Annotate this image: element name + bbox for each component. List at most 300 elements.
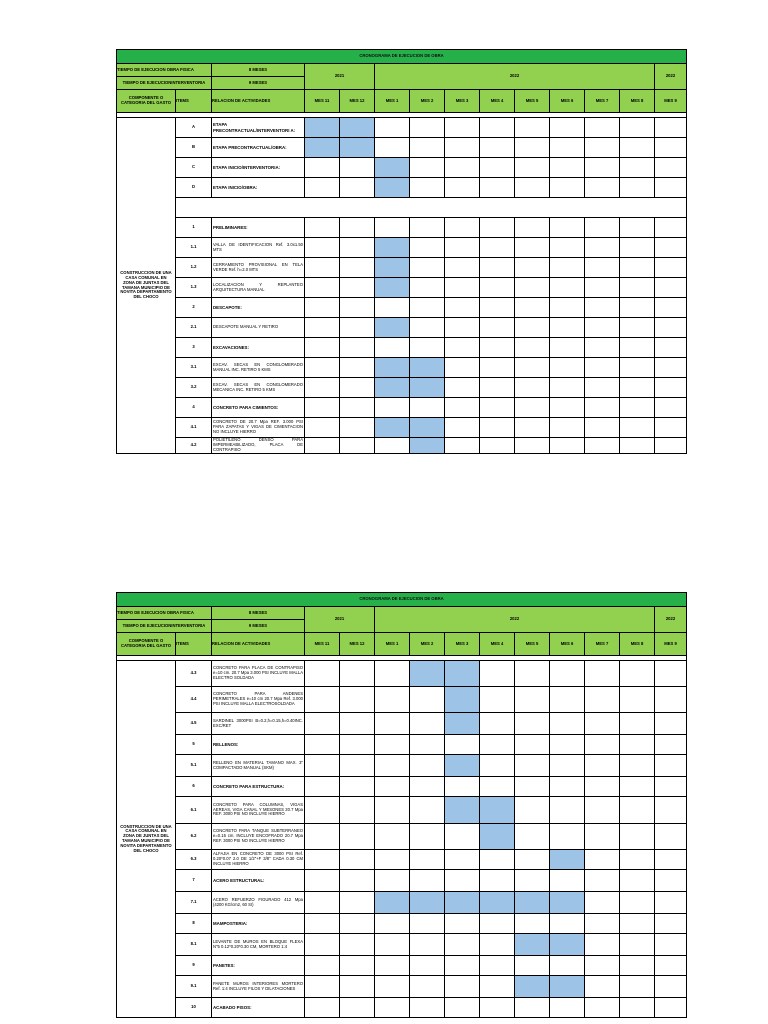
month-cell	[340, 418, 375, 438]
month-cell	[655, 713, 687, 735]
activity-row	[117, 338, 687, 358]
month-cell	[515, 318, 550, 338]
scheduled-cell	[550, 976, 585, 998]
month-cell	[445, 735, 480, 755]
activity-description: ETAPA INICIO/INTERVENTORIA:	[212, 158, 305, 178]
month-cell	[515, 418, 550, 438]
activity-description: PRELIMINARES:	[212, 218, 305, 238]
month-cell	[375, 870, 410, 892]
month-cell	[585, 956, 620, 976]
month-cell	[480, 934, 515, 956]
item-code: A	[176, 118, 212, 138]
tiempo-obra-label: TIEMPO DE EJECUCION OBRA FISICA	[117, 64, 212, 77]
month-cell	[585, 318, 620, 338]
month-cell	[550, 438, 585, 454]
month-cell	[375, 398, 410, 418]
month-header: MES 1	[375, 633, 410, 656]
month-cell	[585, 870, 620, 892]
activity-description: ACERO REFUERZO FIGURADO 412 Mpa (4200 KG/cm2, 60 SI)	[212, 892, 305, 914]
month-cell	[445, 934, 480, 956]
month-cell	[445, 298, 480, 318]
month-cell	[480, 378, 515, 398]
scheduled-cell	[445, 797, 480, 824]
month-cell	[445, 418, 480, 438]
month-cell	[585, 118, 620, 138]
month-cell	[305, 358, 340, 378]
month-cell	[515, 998, 550, 1018]
month-cell	[620, 378, 655, 398]
month-cell	[655, 797, 687, 824]
month-cell	[375, 956, 410, 976]
month-cell	[620, 258, 655, 278]
month-cell	[445, 118, 480, 138]
month-cell	[620, 870, 655, 892]
item-code: 1	[176, 218, 212, 238]
month-cell	[550, 178, 585, 198]
month-cell	[480, 318, 515, 338]
month-cell	[340, 158, 375, 178]
month-cell	[445, 358, 480, 378]
activity-description: LOCALIZACION Y REPLANTEO ARQUITECTURA MANUAL	[212, 278, 305, 298]
month-cell	[340, 358, 375, 378]
month-cell	[410, 976, 445, 998]
month-cell	[445, 278, 480, 298]
month-cell	[550, 258, 585, 278]
month-cell	[480, 914, 515, 934]
month-cell	[550, 358, 585, 378]
month-cell	[620, 824, 655, 850]
month-cell	[620, 713, 655, 735]
month-cell	[375, 797, 410, 824]
month-cell	[445, 338, 480, 358]
month-cell	[655, 956, 687, 976]
item-code: 4	[176, 398, 212, 418]
month-cell	[655, 755, 687, 777]
month-cell	[585, 298, 620, 318]
relacion-header: RELACION DE ACTIVIDADES	[212, 633, 305, 656]
month-cell	[340, 914, 375, 934]
month-cell	[340, 238, 375, 258]
activity-row	[117, 976, 687, 998]
month-cell	[480, 998, 515, 1018]
item-code: 1.2	[176, 258, 212, 278]
month-cell	[375, 976, 410, 998]
month-header: MES 4	[480, 633, 515, 656]
month-cell	[655, 238, 687, 258]
month-cell	[340, 892, 375, 914]
month-cell	[305, 687, 340, 713]
activity-row	[117, 934, 687, 956]
activity-row	[117, 998, 687, 1018]
month-cell	[375, 755, 410, 777]
activity-row	[117, 398, 687, 418]
month-cell	[585, 777, 620, 797]
month-cell	[550, 158, 585, 178]
activity-description: CONCRETO DE 20.7 Mpa REF. 3.000 PSI PARA ZAPATAS Y VIGAS DE CIMENTACION NO INCLUYE HIERRO	[212, 418, 305, 438]
month-cell	[585, 238, 620, 258]
month-cell	[550, 338, 585, 358]
month-cell	[410, 278, 445, 298]
activity-description: CONCRETO PARA TANQUE SUBTERRANEO e=0.15 cm. INCLUYE ENCOFRADO 20.7 Mpa REF. 3000 PSI NO INCLUYE HIERRO	[212, 824, 305, 850]
month-cell	[305, 892, 340, 914]
scheduled-cell	[340, 138, 375, 158]
scheduled-cell	[445, 892, 480, 914]
month-cell	[410, 258, 445, 278]
title-row	[117, 593, 687, 607]
month-cell	[620, 358, 655, 378]
month-cell	[515, 777, 550, 797]
month-cell	[585, 338, 620, 358]
month-cell	[480, 238, 515, 258]
item-code: 3	[176, 338, 212, 358]
month-cell	[655, 178, 687, 198]
item-code: 1.1	[176, 238, 212, 258]
activity-row	[117, 850, 687, 870]
activity-row	[117, 178, 687, 198]
month-header: MES 5	[515, 90, 550, 113]
scheduled-cell	[375, 418, 410, 438]
scheduled-cell	[515, 934, 550, 956]
month-cell	[375, 298, 410, 318]
month-cell	[620, 976, 655, 998]
month-cell	[480, 418, 515, 438]
month-cell	[375, 850, 410, 870]
month-cell	[620, 687, 655, 713]
month-cell	[515, 218, 550, 238]
month-cell	[445, 238, 480, 258]
month-cell	[305, 298, 340, 318]
month-cell	[445, 824, 480, 850]
month-cell	[585, 378, 620, 398]
month-cell	[375, 824, 410, 850]
month-cell	[445, 850, 480, 870]
month-cell	[305, 777, 340, 797]
month-cell	[655, 892, 687, 914]
month-cell	[620, 892, 655, 914]
month-cell	[620, 278, 655, 298]
item-code: 7.1	[176, 892, 212, 914]
month-cell	[445, 378, 480, 398]
month-header: MES 6	[550, 633, 585, 656]
activity-row	[117, 298, 687, 318]
month-cell	[620, 755, 655, 777]
activity-description: CONCRETO PARA ESTRUCTURA:	[212, 777, 305, 797]
month-cell	[620, 777, 655, 797]
activity-row	[117, 777, 687, 797]
activity-description: CONCRETO PARA COLUMNAS, VIGAS AEREAS, VIGA CANAL Y MESONES 20.7 Mpa REF. 3000 PSI NO INCLUYE HIERRO	[212, 797, 305, 824]
month-cell	[410, 118, 445, 138]
month-cell	[620, 338, 655, 358]
activity-description: EXCAV. SECAS EN CONGLOMERADO MECANICA INC. RETIRO 5 KMS	[212, 378, 305, 398]
month-cell	[305, 338, 340, 358]
month-cell	[515, 238, 550, 258]
month-cell	[655, 418, 687, 438]
item-code: 6.1	[176, 797, 212, 824]
month-cell	[305, 438, 340, 454]
item-code: 3.1	[176, 358, 212, 378]
month-cell	[585, 892, 620, 914]
month-cell	[655, 998, 687, 1018]
month-cell	[305, 850, 340, 870]
component-category: CONSTRUCCION DE UNA CASA COMUNAL EN ZONA DE JUNTAS DEL TAMANA MUNICIPIO DE NOVITA DEPARTAMENTO DEL CHOCO	[117, 118, 176, 454]
month-cell	[480, 158, 515, 178]
month-cell	[515, 178, 550, 198]
item-code: 4.1	[176, 418, 212, 438]
month-cell	[655, 158, 687, 178]
month-cell	[445, 438, 480, 454]
item-code: 4.3	[176, 661, 212, 687]
month-cell	[550, 238, 585, 258]
month-cell	[480, 777, 515, 797]
item-code: 3.2	[176, 378, 212, 398]
month-cell	[655, 934, 687, 956]
month-cell	[515, 278, 550, 298]
month-cell	[340, 178, 375, 198]
month-cell	[410, 138, 445, 158]
month-cell	[585, 998, 620, 1018]
component-category: CONSTRUCCION DE UNA CASA COMUNAL EN ZONA DE JUNTAS DEL TAMANA MUNICIPIO DE NOVITA DEPARTAMENTO DEL CHOCO	[117, 661, 176, 1018]
item-code: 5.1	[176, 755, 212, 777]
month-cell	[305, 238, 340, 258]
month-cell	[550, 956, 585, 976]
month-cell	[375, 438, 410, 454]
scheduled-cell	[410, 378, 445, 398]
month-cell	[410, 318, 445, 338]
tiempo-interventoria-label: TIEMPO DE EJECUCIONINTERVENTORIA	[117, 77, 212, 90]
activity-description: DESCAPOTE:	[212, 298, 305, 318]
scheduled-cell	[480, 892, 515, 914]
month-cell	[515, 797, 550, 824]
month-cell	[410, 934, 445, 956]
month-cell	[480, 398, 515, 418]
activity-description: VALLA DE IDENTIFICACION Ref. 3.0x1.50 MTS	[212, 238, 305, 258]
activity-description: ETAPA PRECONTRACTUAL/INTERVENTORI A:	[212, 118, 305, 138]
item-code: 4.5	[176, 713, 212, 735]
activity-row	[117, 438, 687, 454]
year-2022-b: 2022	[655, 607, 687, 633]
scheduled-cell	[305, 138, 340, 158]
item-code: 7	[176, 870, 212, 892]
month-cell	[340, 338, 375, 358]
month-cell	[445, 258, 480, 278]
month-cell	[340, 777, 375, 797]
month-header: MES 7	[585, 90, 620, 113]
item-code: 6.2	[176, 824, 212, 850]
month-cell	[340, 797, 375, 824]
month-cell	[305, 661, 340, 687]
month-cell	[655, 850, 687, 870]
month-cell	[620, 138, 655, 158]
month-cell	[480, 178, 515, 198]
scheduled-cell	[550, 850, 585, 870]
month-cell	[620, 118, 655, 138]
schedule-sheet-1	[116, 49, 677, 454]
tiempo-obra-label: TIEMPO DE EJECUCION OBRA FISICA	[117, 607, 212, 620]
activity-description: ACERO ESTRUCTURAL:	[212, 870, 305, 892]
month-cell	[515, 158, 550, 178]
activity-description: PANETE MUROS INTERIORES MORTERO Ref. 1:4 INCLUYE FILOS Y DILATACIONES	[212, 976, 305, 998]
month-cell	[515, 687, 550, 713]
month-cell	[480, 138, 515, 158]
month-cell	[340, 278, 375, 298]
month-cell	[655, 258, 687, 278]
month-cell	[655, 338, 687, 358]
activity-row	[117, 687, 687, 713]
month-cell	[445, 158, 480, 178]
month-cell	[340, 735, 375, 755]
item-code: 10	[176, 998, 212, 1018]
month-cell	[515, 398, 550, 418]
month-cell	[550, 118, 585, 138]
month-cell	[515, 735, 550, 755]
month-cell	[445, 138, 480, 158]
activity-description: SARDINEL 3000PSI B=0.2,h=0.15,h=0.40INC. EXC/RET	[212, 713, 305, 735]
month-cell	[340, 378, 375, 398]
items-header: ITEMS	[176, 633, 212, 656]
activity-row	[117, 378, 687, 398]
month-cell	[620, 956, 655, 976]
month-cell	[515, 850, 550, 870]
month-cell	[620, 934, 655, 956]
month-cell	[305, 218, 340, 238]
month-header: MES 7	[585, 633, 620, 656]
month-cell	[585, 824, 620, 850]
scheduled-cell	[445, 713, 480, 735]
month-cell	[585, 418, 620, 438]
month-header: MES 2	[410, 633, 445, 656]
month-cell	[585, 755, 620, 777]
month-cell	[305, 956, 340, 976]
item-code: 4.2	[176, 438, 212, 454]
scheduled-cell	[410, 438, 445, 454]
activity-row	[117, 278, 687, 298]
scheduled-cell	[550, 934, 585, 956]
month-cell	[515, 438, 550, 454]
month-cell	[585, 398, 620, 418]
month-cell	[620, 797, 655, 824]
month-cell	[620, 178, 655, 198]
month-cell	[585, 850, 620, 870]
month-cell	[305, 278, 340, 298]
activity-row	[117, 824, 687, 850]
month-cell	[620, 318, 655, 338]
month-header: MES 1	[375, 90, 410, 113]
year-2022: 2022	[375, 64, 655, 90]
scheduled-cell	[445, 755, 480, 777]
month-cell	[655, 870, 687, 892]
month-cell	[480, 258, 515, 278]
month-header: MES 12	[340, 90, 375, 113]
month-cell	[480, 850, 515, 870]
month-cell	[375, 777, 410, 797]
month-cell	[655, 218, 687, 238]
month-cell	[305, 318, 340, 338]
schedule-title: CRONOGRAMA DE EJECUCION DE OBRA	[117, 593, 687, 607]
activity-row	[117, 797, 687, 824]
year-2021: 2021	[305, 64, 375, 90]
month-cell	[340, 976, 375, 998]
month-cell	[305, 398, 340, 418]
month-cell	[515, 138, 550, 158]
componente-header: COMPONENTE O CATEGORIA DEL GASTO	[117, 90, 176, 113]
month-cell	[655, 438, 687, 454]
tiempo-interventoria-label: TIEMPO DE EJECUCIONINTERVENTORIA	[117, 620, 212, 633]
month-cell	[375, 687, 410, 713]
month-cell	[375, 338, 410, 358]
tiempo-interventoria-value: 9 MESES	[212, 77, 305, 90]
month-cell	[445, 218, 480, 238]
month-cell	[340, 934, 375, 956]
month-header: MES 2	[410, 90, 445, 113]
month-cell	[550, 318, 585, 338]
year-2021: 2021	[305, 607, 375, 633]
activity-row	[117, 892, 687, 914]
month-cell	[550, 218, 585, 238]
month-cell	[620, 735, 655, 755]
month-cell	[620, 398, 655, 418]
month-cell	[340, 398, 375, 418]
activity-row	[117, 914, 687, 934]
activity-description: POLIETILENO DENSO PARA IMPERMEABILIZADO, PLACA DE CONTRAPISO	[213, 437, 303, 452]
month-cell	[550, 735, 585, 755]
scheduled-cell	[480, 797, 515, 824]
item-code: C	[176, 158, 212, 178]
month-cell	[445, 870, 480, 892]
month-cell	[305, 797, 340, 824]
month-header: MES 3	[445, 633, 480, 656]
month-cell	[585, 976, 620, 998]
month-cell	[655, 378, 687, 398]
month-cell	[410, 238, 445, 258]
month-header: MES 5	[515, 633, 550, 656]
item-code: 8	[176, 914, 212, 934]
month-cell	[655, 138, 687, 158]
month-cell	[375, 735, 410, 755]
schedule-table-1	[116, 49, 687, 454]
month-cell	[585, 278, 620, 298]
month-cell	[445, 914, 480, 934]
month-cell	[410, 755, 445, 777]
activity-description: EXCAV. SECAS EN CONGLOMERADO MANUAL INC. RETIRO 5 KMS	[212, 358, 305, 378]
month-cell	[480, 713, 515, 735]
month-cell	[585, 687, 620, 713]
month-cell	[445, 777, 480, 797]
month-cell	[480, 735, 515, 755]
month-header: MES 9	[655, 90, 687, 113]
month-header: MES 11	[305, 90, 340, 113]
month-cell	[655, 824, 687, 850]
item-code: D	[176, 178, 212, 198]
month-cell	[410, 956, 445, 976]
month-cell	[655, 278, 687, 298]
activity-row	[117, 118, 687, 138]
month-header: MES 4	[480, 90, 515, 113]
month-cell	[375, 998, 410, 1018]
month-cell	[410, 338, 445, 358]
month-cell	[375, 934, 410, 956]
month-cell	[480, 338, 515, 358]
scheduled-cell	[410, 892, 445, 914]
scheduled-cell	[305, 118, 340, 138]
month-cell	[410, 398, 445, 418]
month-cell	[445, 178, 480, 198]
month-cell	[410, 687, 445, 713]
activity-description: CONCRETO PARA ANDENES PERIMETRALES e=10 cm 20.7 Mpa Ref. 3.000 PSI INCLUYE MALLA ELECTROSOLDADA	[212, 687, 305, 713]
month-cell	[305, 418, 340, 438]
month-cell	[305, 178, 340, 198]
month-cell	[655, 777, 687, 797]
item-code: 6.3	[176, 850, 212, 870]
